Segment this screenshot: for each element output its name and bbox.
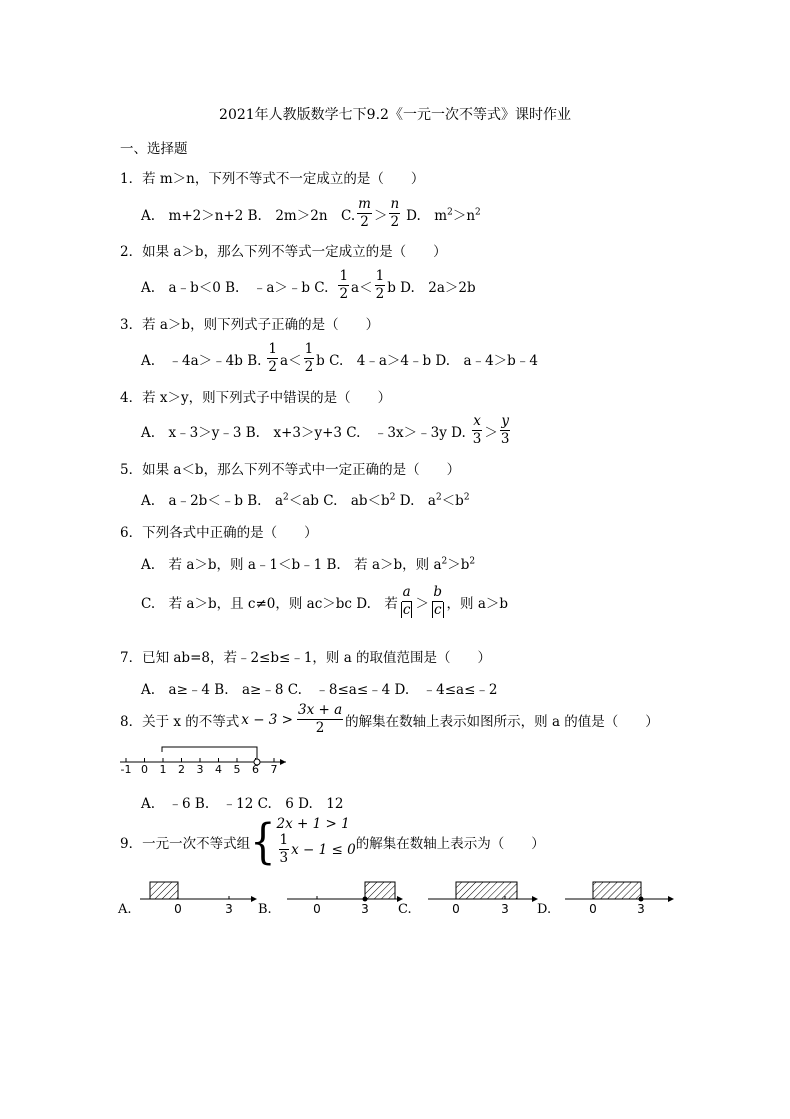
q3-mid: a＜ — [280, 352, 302, 369]
q9-pre: 9．一元一次不等式组 — [120, 835, 251, 852]
question-1-stem: 1．若 m＞n，下列不等式不一定成立的是（ ） — [120, 171, 425, 187]
q6-gt: ＞ — [415, 595, 429, 612]
q9-option-label: C. — [398, 902, 412, 917]
q8-tick-label: 0 — [141, 763, 148, 776]
q1-gt: ＞ — [373, 207, 388, 224]
question-5-stem: 5．如果 a＜b，那么下列不等式中一定正确的是（ ） — [120, 462, 461, 478]
q9-tick-label: 0 — [174, 902, 182, 916]
question-6-stem: 6．下列各式中正确的是（ ） — [120, 525, 318, 541]
q1-options-ac: A. m+2＞n+2 B. 2m＞2n C. — [141, 207, 356, 224]
q8-tick-label: 3 — [196, 763, 204, 776]
q6-tail: ，则 a＞b — [446, 595, 509, 612]
q3-options-bcd: b C. 4﹣a＞4﹣b D. a﹣4＞b﹣4 — [316, 352, 538, 369]
q1-fraction-n: $\frac{n}{2}$ — [390, 196, 400, 230]
q9-tick-label: 0 — [313, 902, 321, 916]
q9-shaded-region — [456, 882, 517, 899]
question-6-options-ab: A. 若 a＞b，则 a﹣1＜b﹣1 B. 若 a＞b，则 $a^2>b^2$ — [141, 556, 476, 573]
q9-post: 的解集在数轴上表示为（ ） — [355, 835, 545, 852]
question-3-stem: 3．若 a＞b，则下列式子正确的是（ ） — [120, 317, 380, 333]
q2-options-ac: A. a﹣b＜0 B. ﹣a＞﹣b C. — [141, 279, 329, 296]
q9-option-b — [258, 882, 403, 917]
q9-tick-label: 3 — [225, 902, 233, 916]
q6-fraction-a: $\frac{a}{c}$ — [402, 584, 411, 618]
question-7-stem: 7．已知 ab=8，若﹣2≤b≤﹣1，则 a 的取值范围是（ ） — [120, 650, 492, 666]
q9-option-label: A. — [118, 902, 132, 917]
q8-post: 的解集在数轴上表示如图所示，则 a 的值是（ ） — [345, 713, 659, 730]
q9-line-1: 2x + 1 > 1 — [276, 816, 350, 832]
q2-mid: a＜ — [351, 279, 373, 296]
q9-shaded-region — [365, 882, 395, 899]
q9-shaded-region — [593, 882, 641, 899]
section-heading: 一、选择题 — [120, 141, 188, 157]
q9-option-d — [537, 882, 674, 917]
q3-fraction-1: $\frac{1}{2}$ — [268, 341, 278, 375]
q9-tick-label: 3 — [637, 902, 645, 916]
q9-shaded-region — [150, 882, 178, 899]
q8-tick-label: 5 — [233, 763, 241, 776]
q4-options-ad: A. x﹣3＞y﹣3 B. x+3＞y+3 C. ﹣3x＞﹣3y D. — [141, 424, 466, 441]
q6-options-cd-text: C. 若 a＞b，且 c≠0，则 ac＞bc D. 若 — [141, 595, 398, 612]
q8-tick-label: 6 — [252, 763, 259, 776]
q6-fraction-b: $\frac{b}{c}$ — [433, 584, 443, 618]
q3-options-ab: A. ﹣4a＞﹣4b B. — [141, 352, 262, 369]
q9-option-label: B. — [258, 902, 272, 917]
q4-fraction-y: $\frac{y}{3}$ — [500, 413, 510, 447]
question-2-stem: 2．如果 a＞b，那么下列不等式一定成立的是（ ） — [120, 244, 447, 260]
question-8-options: A. ﹣6 B. ﹣12 C. 6 D. 12 — [141, 796, 344, 812]
q2-fraction-2: $\frac{1}{2}$ — [375, 268, 385, 302]
q1-option-d: D. $m^2>n^2$ — [406, 207, 481, 224]
q9-option-a — [117, 882, 257, 917]
q9-option-c — [398, 882, 538, 917]
question-7-options: A. a≥﹣4 B. a≥﹣8 C. ﹣8≤a≤﹣4 D. ﹣4≤a≤﹣2 — [141, 682, 498, 698]
q9-option-label: D. — [537, 902, 552, 917]
q9-line-2: $\frac{1}{3}$ x − 1 ≤ 0 — [279, 832, 356, 866]
q4-gt: ＞ — [484, 424, 498, 441]
arrow-icon — [668, 896, 674, 902]
q9-tick-label: 0 — [452, 902, 460, 916]
q8-fraction: $\frac{3x + a}{2}$ — [298, 702, 343, 736]
q8-tick-label: 7 — [270, 763, 278, 776]
q2-fraction-1: $\frac{1}{2}$ — [339, 268, 349, 302]
q8-tick-label: 1 — [159, 763, 167, 776]
q2-option-d: b D. 2a＞2b — [387, 279, 476, 296]
q9-tick-label: 3 — [501, 902, 509, 916]
q9-closed-dot — [639, 897, 644, 902]
q8-lhs: x − 3 > — [241, 711, 293, 728]
q8-tick-label: 4 — [215, 763, 222, 776]
q1-fraction-m: $\frac{m}{2}$ — [358, 196, 371, 230]
q9-tick-label: 0 — [589, 902, 597, 916]
q8-tick-label: 2 — [178, 763, 185, 776]
q4-fraction-x: $\frac{x}{3}$ — [472, 413, 482, 447]
page-title: 2021年人教版数学七下9.2《一元一次不等式》课时作业 — [219, 107, 571, 123]
q3-fraction-2: $\frac{1}{2}$ — [304, 341, 314, 375]
q9-tick-label: 3 — [361, 902, 369, 916]
brace-icon: { — [250, 813, 276, 870]
arrow-icon — [251, 896, 257, 902]
q8-tick-label: -1 — [120, 763, 132, 776]
question-4-stem: 4．若 x＞y，则下列式子中错误的是（ ） — [120, 390, 392, 406]
question-5-options: A. a﹣2b＜﹣b B. $a^2<ab$ C. $ab<b^2$ D. $a^2<b^2$ — [141, 492, 470, 509]
q9-closed-dot — [363, 897, 368, 902]
q8-pre: 8．关于 x 的不等式 — [120, 713, 240, 730]
